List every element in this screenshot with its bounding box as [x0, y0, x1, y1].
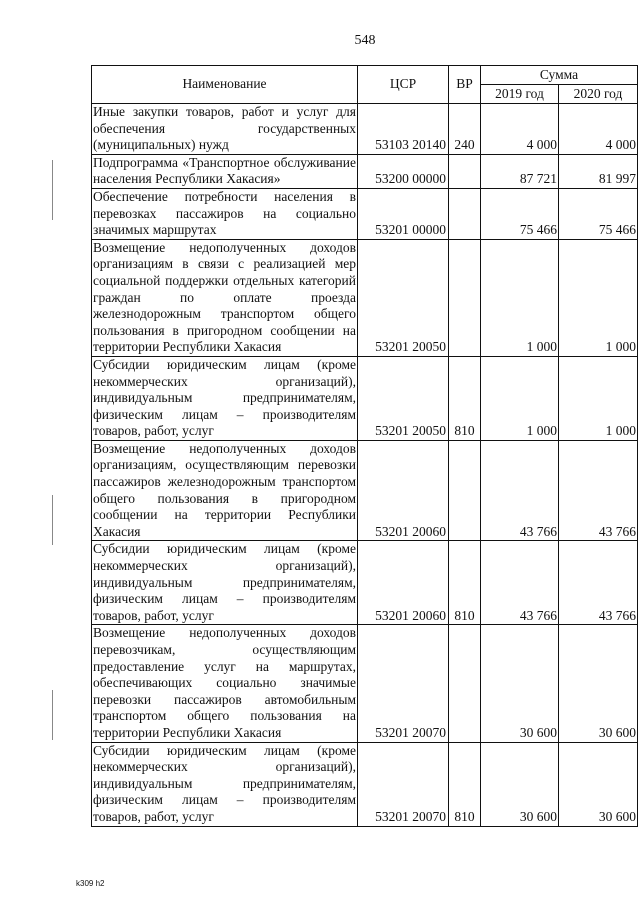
row-csr-cell: 53201 20070 [358, 742, 449, 826]
row-csr-cell: 53200 00000 [358, 154, 449, 188]
margin-line [52, 160, 53, 220]
row-vr-cell [449, 154, 481, 188]
row-vr-cell [449, 625, 481, 742]
row-vr-cell: 240 [449, 104, 481, 155]
footer-code: k309 h2 [76, 879, 105, 888]
header-sum: Сумма [481, 66, 638, 85]
row-csr-cell: 53201 00000 [358, 188, 449, 239]
row-vr-cell [449, 440, 481, 541]
row-vr-cell: 810 [449, 742, 481, 826]
row-name-cell: Возмещение недополученных доходов организациям, осуществляющим перевозки пассажиров железнодорожным транспортом общего пользования в пригородном сообщении на территории Республики Хакасия [92, 440, 358, 541]
row-sum-2019-cell: 43 766 [481, 440, 559, 541]
table-row [92, 104, 638, 155]
row-sum-2019-cell: 4 000 [481, 104, 559, 155]
page-number: 548 [354, 33, 376, 48]
row-name-cell: Обеспечение потребности населения в перевозках пассажиров на социально значимых маршрутах [92, 188, 358, 239]
header-year-2020: 2020 год [559, 85, 638, 104]
header-csr: ЦСР [358, 66, 449, 104]
row-sum-2019-cell: 30 600 [481, 625, 559, 742]
row-sum-2019-cell: 75 466 [481, 188, 559, 239]
row-sum-2020-cell: 75 466 [559, 188, 638, 239]
table-row [92, 239, 638, 356]
row-sum-2020-cell: 1 000 [559, 356, 638, 440]
table-row [92, 356, 638, 440]
table-body [92, 104, 638, 827]
row-csr-cell: 53201 20060 [358, 541, 449, 625]
table-row [92, 541, 638, 625]
row-csr-cell: 53201 20050 [358, 356, 449, 440]
row-name-cell: Субсидии юридическим лицам (кроме некоммерческих организаций), индивидуальным предпринимателям, физическим лицам – производителям товаров, работ, услуг [92, 541, 358, 625]
row-sum-2020-cell: 30 600 [559, 625, 638, 742]
row-sum-2019-cell: 1 000 [481, 356, 559, 440]
row-sum-2020-cell: 43 766 [559, 440, 638, 541]
row-csr-cell: 53201 20050 [358, 239, 449, 356]
row-vr-cell [449, 239, 481, 356]
row-sum-2020-cell: 1 000 [559, 239, 638, 356]
row-sum-2019-cell: 30 600 [481, 742, 559, 826]
row-vr-cell: 810 [449, 356, 481, 440]
margin-line [52, 495, 53, 545]
row-sum-2020-cell: 43 766 [559, 541, 638, 625]
budget-table [91, 65, 638, 827]
row-name-cell: Возмещение недополученных доходов перевозчикам, осуществляющим предоставление услуг на маршрутах, обеспечивающих социально значимые перевозки пассажиров автомобильным транспортом общего пользования на территории Республики Хакасия [92, 625, 358, 742]
header-name: Наименование [92, 66, 358, 104]
row-csr-cell: 53201 20070 [358, 625, 449, 742]
table-row [92, 440, 638, 541]
row-name-cell: Возмещение недополученных доходов организациям в связи с реализацией мер социальной поддержки отдельных категорий граждан по оплате проезда железнодорожным транспортом общего пользования в пригородном сообщении на территории Республики Хакасия [92, 239, 358, 356]
row-sum-2019-cell: 87 721 [481, 154, 559, 188]
row-sum-2020-cell: 81 997 [559, 154, 638, 188]
table-row [92, 154, 638, 188]
margin-line [52, 690, 53, 740]
row-sum-2019-cell: 1 000 [481, 239, 559, 356]
row-sum-2020-cell: 30 600 [559, 742, 638, 826]
table-row [92, 625, 638, 742]
row-name-cell: Субсидии юридическим лицам (кроме некоммерческих организаций), индивидуальным предпринимателям, физическим лицам – производителям товаров, работ, услуг [92, 742, 358, 826]
row-name-cell: Субсидии юридическим лицам (кроме некоммерческих организаций), индивидуальным предпринимателям, физическим лицам – производителям товаров, работ, услуг [92, 356, 358, 440]
table-row [92, 742, 638, 826]
row-name-cell: Подпрограмма «Транспортное обслуживание населения Республики Хакасия» [92, 154, 358, 188]
header-vr: ВР [449, 66, 481, 104]
row-csr-cell: 53103 20140 [358, 104, 449, 155]
row-sum-2019-cell: 43 766 [481, 541, 559, 625]
row-sum-2020-cell: 4 000 [559, 104, 638, 155]
row-name-cell: Иные закупки товаров, работ и услуг для обеспечения государственных (муниципальных) нужд [92, 104, 358, 155]
header-year-2019: 2019 год [481, 85, 559, 104]
row-csr-cell: 53201 20060 [358, 440, 449, 541]
row-vr-cell [449, 188, 481, 239]
table-row [92, 188, 638, 239]
row-vr-cell: 810 [449, 541, 481, 625]
